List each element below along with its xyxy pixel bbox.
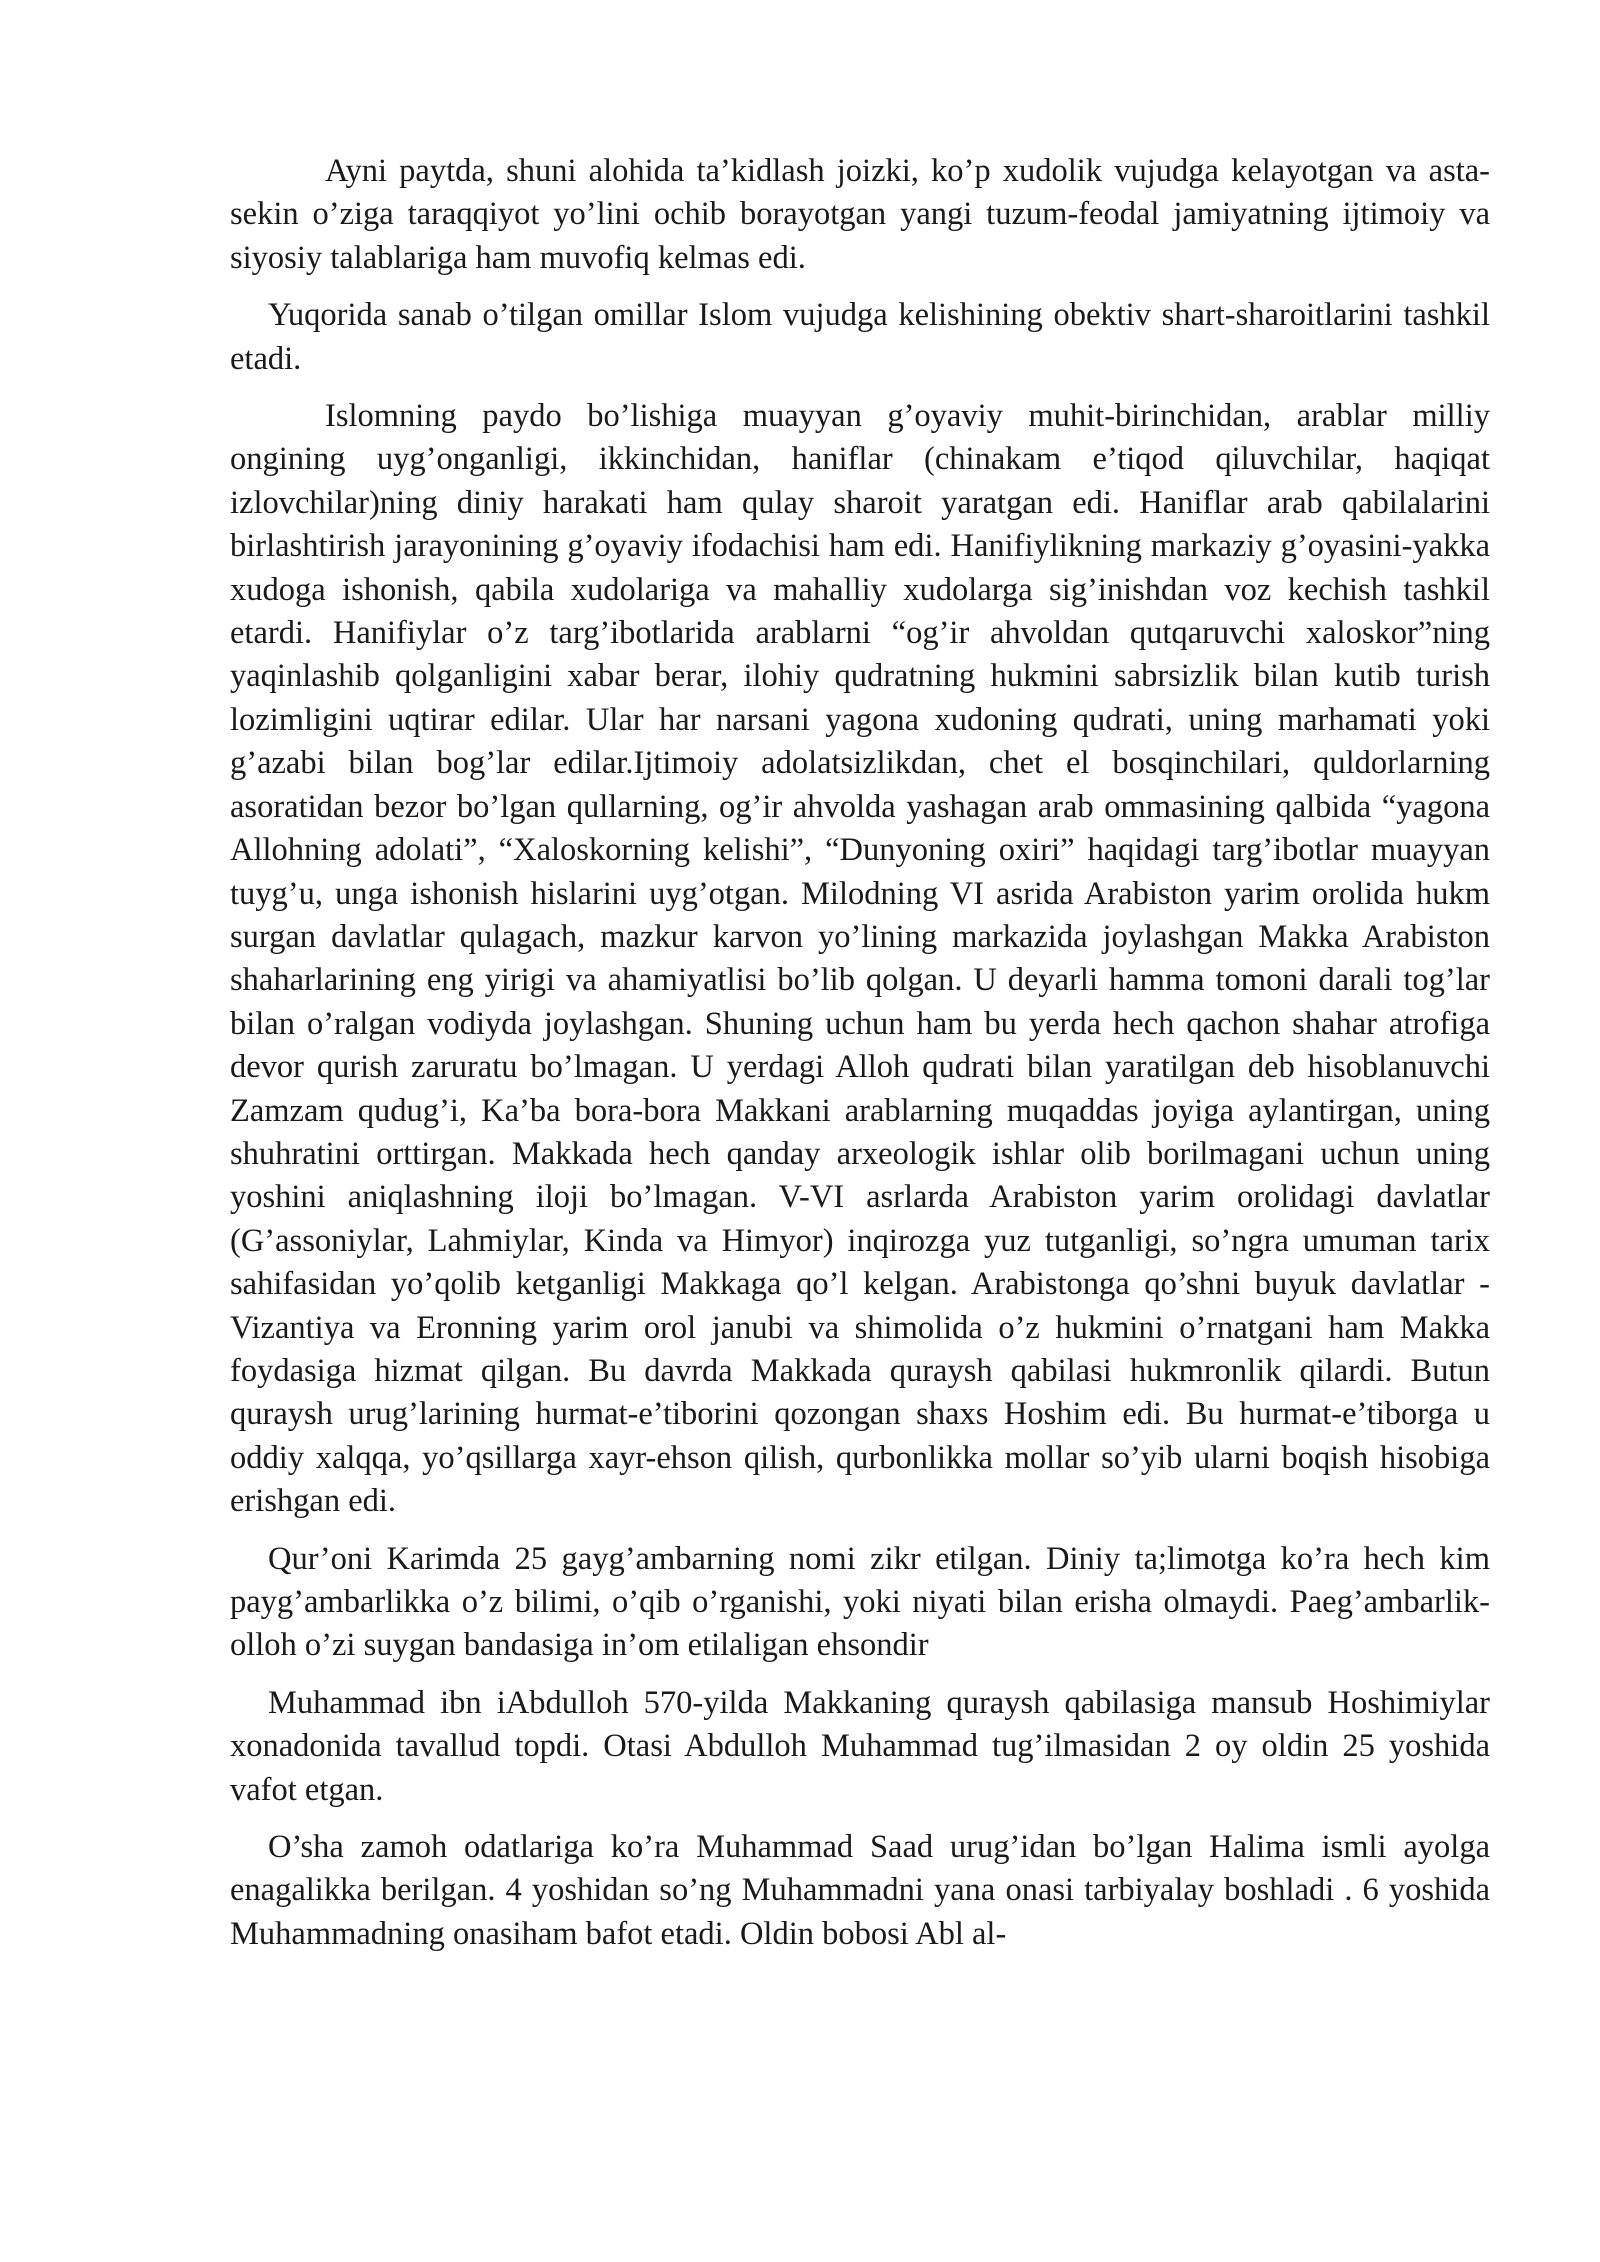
paragraph-objective-conditions: Yuqorida sanab o’tilgan omillar Islom vujudga kelishining obektiv shart-sharoitlarini tashkil etadi. [230, 297, 1490, 377]
paragraph-polytheism: Ayni paytda, shuni alohida ta’kidlash joizki, ko’p xudolik vujudga kelayotgan va asta-sekin o’ziga taraqqiyot yo’lini ochib borayotgan yangi tuzum-feodal jamiyatning ijtimoiy va siyosiy talablariga ham muvofiq kelmas edi. [230, 153, 1490, 276]
paragraph-prophethood: Qur’oni Karimda 25 gayg’ambarning nomi zikr etilgan. Diniy ta;limotga ko’ra hech kim payg’ambarlikka o’z bilimi, o’qib o’rganishi, yoki niyati bilan erisha olmaydi. Paeg’ambarlik- olloh o’zi suygan bandasiga in’om etilaligan ehsondir [230, 1540, 1490, 1664]
paragraph-birth: Muhammad ibn iAbdulloh 570-yilda Makkaning quraysh qabilasiga mansub Hoshimiylar xonadonida tavallud topdi. Otasi Abdulloh Muhammad tug’ilmasidan 2 oy oldin 25 yoshida vafot etgan. [230, 1684, 1490, 1808]
document-page [230, 150, 1490, 1970]
paragraph-hanifs-and-makka: Islomning paydo bo’lishiga muayyan g’oyaviy muhit-birinchidan, arablar milliy ongining uyg’onganligi, ikkinchidan, haniflar (chinakam e’tiqod qiluvchilar, haqiqat izlovchilar)ning diniy harakati ham qulay sharoit yaratgan edi. Haniflar arab qabilalarini birlashtirish jarayonining g’oyaviy ifodachisi ham edi. Hanifiylikning markaziy g’oyasini-yakka xudoga ishonish, qabila xudolariga va mahalliy xudolarga sig’inishdan voz kechish tashkil etardi. Hanifiylar o’z targ’ibotlarida arablarni “og’ir ahvoldan qutqaruvchi xaloskor”ning yaqinlashib qolganligini xabar berar, ilohiy qudratning hukmini sabrsizlik bilan kutib turish lozimligini uqtirar edilar. Ular har narsani yagona xudoning qudrati, uning marhamati yoki g’azabi bilan bog’lar edilar.Ijtimoiy adolatsizlikdan, chet el bosqinchilari, quldorlarning asoratidan bezor bo’lgan qullarning, og’ir ahvolda yashagan arab ommasining qalbida “yagona Allohning adolati”, “Xaloskorning kelishi”, “Dunyoning oxiri” haqidagi targ’ibotlar muayyan tuyg’u, unga ishonish hislarini uyg’otgan. Milodning VI asrida Arabiston yarim orolida hukm surgan davlatlar qulagach, mazkur karvon yo’lining markazida joylashgan Makka Arabiston shaharlarining eng yirigi va ahamiyatlisi bo’lib qolgan. U deyarli hamma tomoni darali tog’lar bilan o’ralgan vodiyda joylashgan. Shuning uchun ham bu yerda hech qachon shahar atrofiga devor qurish zaruratu bo’lmagan. U yerdagi Alloh qudrati bilan yaratilgan deb hisoblanuvchi Zamzam qudug’i, Ka’ba bora-bora Makkani arablarning muqaddas joyiga aylantirgan, uning shuhratini orttirgan. Makkada hech qanday arxeologik ishlar olib borilmagani uchun uning yoshini aniqlashning iloji bo’lmagan. V-VI asrlarda Arabiston yarim orolidagi davlatlar (G’assoniylar, Lahmiylar, Kinda va Himyor) inqirozga yuz tutganligi, so’ngra umuman tarix sahifasidan yo’qolib ketganligi Makkaga qo’l kelgan. Arabistonga qo’shni buyuk davlatlar - Vizantiya va Eronning yarim orol janubi va shimolida o’z hukmini o’rnatgani ham Makka foydasiga hizmat qilgan. Bu davrda Makkada quraysh qabilasi hukmronlik qilardi. Butun quraysh urug’larining hurmat-e’tiborini qozongan shaxs Hoshim edi. Bu hurmat-e’tiborga u oddiy xalqqa, yo’qsillarga xayr-ehson qilish, qurbonlikka mollar so’yib ularni boqish hisobiga erishgan edi. [230, 398, 1490, 1520]
paragraph-childhood: O’sha zamoh odatlariga ko’ra Muhammad Saad urug’idan bo’lgan Halima ismli ayolga enagalikka berilgan. 4 yoshidan so’ng Muhammadni yana onasi tarbiyalay boshladi . 6 yoshida Muhammadning onasiham bafot etadi. Oldin bobosi Abl al- [230, 1829, 1490, 1952]
